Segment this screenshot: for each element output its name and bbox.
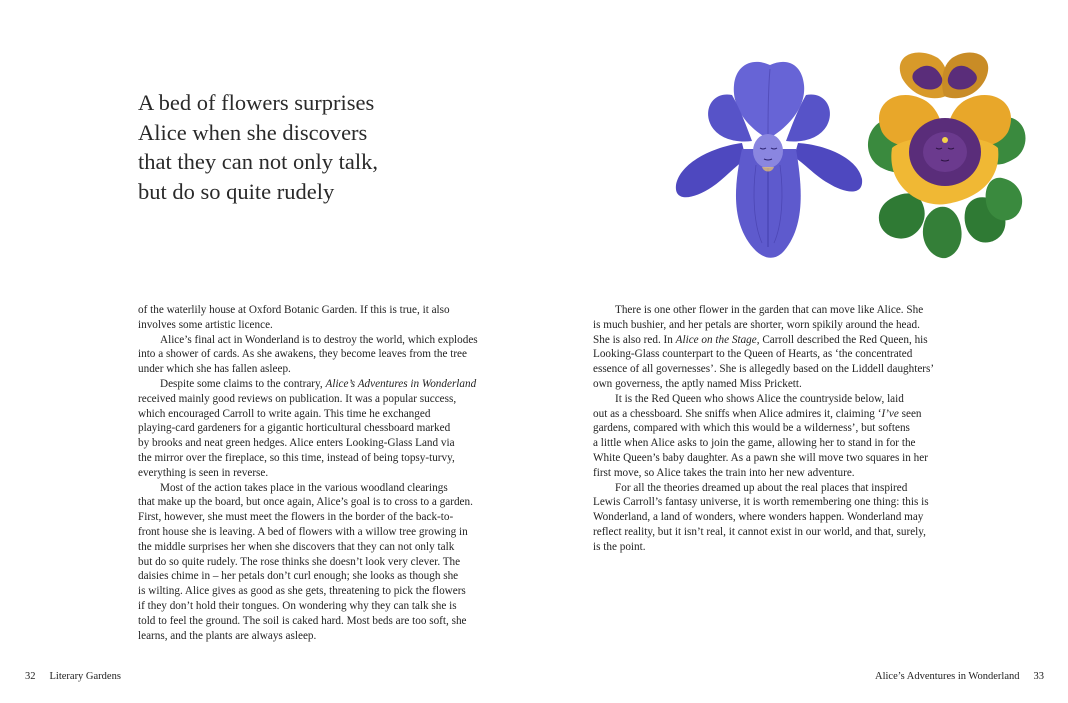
text-run: It is the Red Queen who shows Alice the countryside below, laid out as a chessboard. She sniffs when Alice admires it, claiming ‘ [593, 392, 904, 420]
text-run: , Carroll described the Red Queen, his Looking-Glass counterpart to the Queen of Hearts, as ‘the concentrated essence of all governesses’. She is allegedly based on the Liddell daughters’ own governess, the aptly named Miss Prickett. [593, 333, 935, 390]
body-paragraph [593, 392, 938, 481]
text-run: There is one other flower in the garden that can move like Alice. She is much bushier, and her petals are shorter, worn spikily around the head. She is also red. In [593, 304, 924, 346]
body-paragraph: For all the theories dreamed up about the real places that inspired Lewis Carroll’s fantasy universe, it is worth remembering one thing: this is Wonderland, a land of wonders, where wonders happen. Wonderland may reflect reality, but it isn’t real, it cannot exist in our world, and that, surely, is the point. [593, 481, 929, 553]
text-run: seen gardens, compared with which this would be a wilderness’, but softens a little when Alice asks to join the game, allowing her to stand in for the White Queen’s baby daughter. As a pawn she will move two squares in her first move, so Alice takes the train into her new adventure. [593, 407, 928, 479]
pull-quote-line: Alice when she discovers [138, 119, 368, 145]
left-text-column [138, 303, 483, 643]
pull-quote-line: but do so quite rudely [138, 178, 335, 204]
running-footer-title: Alice’s Adventures in Wonderland [875, 671, 1020, 682]
body-paragraph: Alice’s final act in Wonderland is to destroy the world, which explodes into a shower of cards. As she awakens, they become leaves from the tree under which she has fallen asleep. [138, 333, 478, 376]
iris-flower-icon [676, 62, 862, 258]
page-number: 33 [1033, 671, 1044, 682]
body-paragraph [593, 303, 938, 392]
right-page-footer [875, 671, 1044, 682]
left-page-footer [25, 671, 121, 682]
text-run: Despite some claims to the contrary, [160, 377, 326, 390]
book-title: Alice on the Stage [675, 333, 757, 346]
emphasis: I’ve [881, 407, 899, 420]
iris-flower-illustration [672, 55, 868, 260]
pansy-flower-illustration [862, 48, 1028, 260]
pull-quote-line: that they can not only talk, [138, 149, 378, 174]
body-paragraph [138, 377, 483, 481]
running-footer-title: Literary Gardens [49, 671, 121, 682]
body-paragraph: of the waterlily house at Oxford Botanic Garden. If this is true, it also involves some artistic licence. [138, 304, 450, 331]
pansy-flower-icon [868, 52, 1026, 258]
book-title: Alice’s Adventures in Wonderland [325, 377, 477, 390]
pull-quote [138, 88, 438, 206]
body-paragraph: Most of the action takes place in the various woodland clearings that make up the board, but once again, Alice’s goal is to cross to a garden. First, however, she must meet the flowers in the border of the back-to- front house she is leaving. A bed of flowers with a willow tree growing in the middle surprises her when she discovers that they can not only talk but do so quite rudely. The rose thinks she doesn’t look very clever. The daisies chime in – her petals don’t curl enough; she looks as though she is wilting. Alice gives as good as she gets, threatening to pick the flowers if they don’t hold their tongues. On wondering why they can talk she is told to feel the ground. The soil is caked hard. Most beds are too soft, she learns, and the plants are always asleep. [138, 481, 473, 642]
right-text-column [593, 303, 938, 555]
pull-quote-line: A bed of flowers surprises [138, 90, 375, 115]
page-number: 32 [25, 671, 36, 682]
text-run: received mainly good reviews on publication. It was a popular success, which encouraged Carroll to write again. This time he exchanged playing-card gardeners for a gigantic horticultural chessboard marked by brooks and neat green hedges. Alice enters Looking-Glass Land via the mirror over the fireplace, so this time, instead of being topsy-turvy, everything is seen in reverse. [138, 392, 457, 479]
